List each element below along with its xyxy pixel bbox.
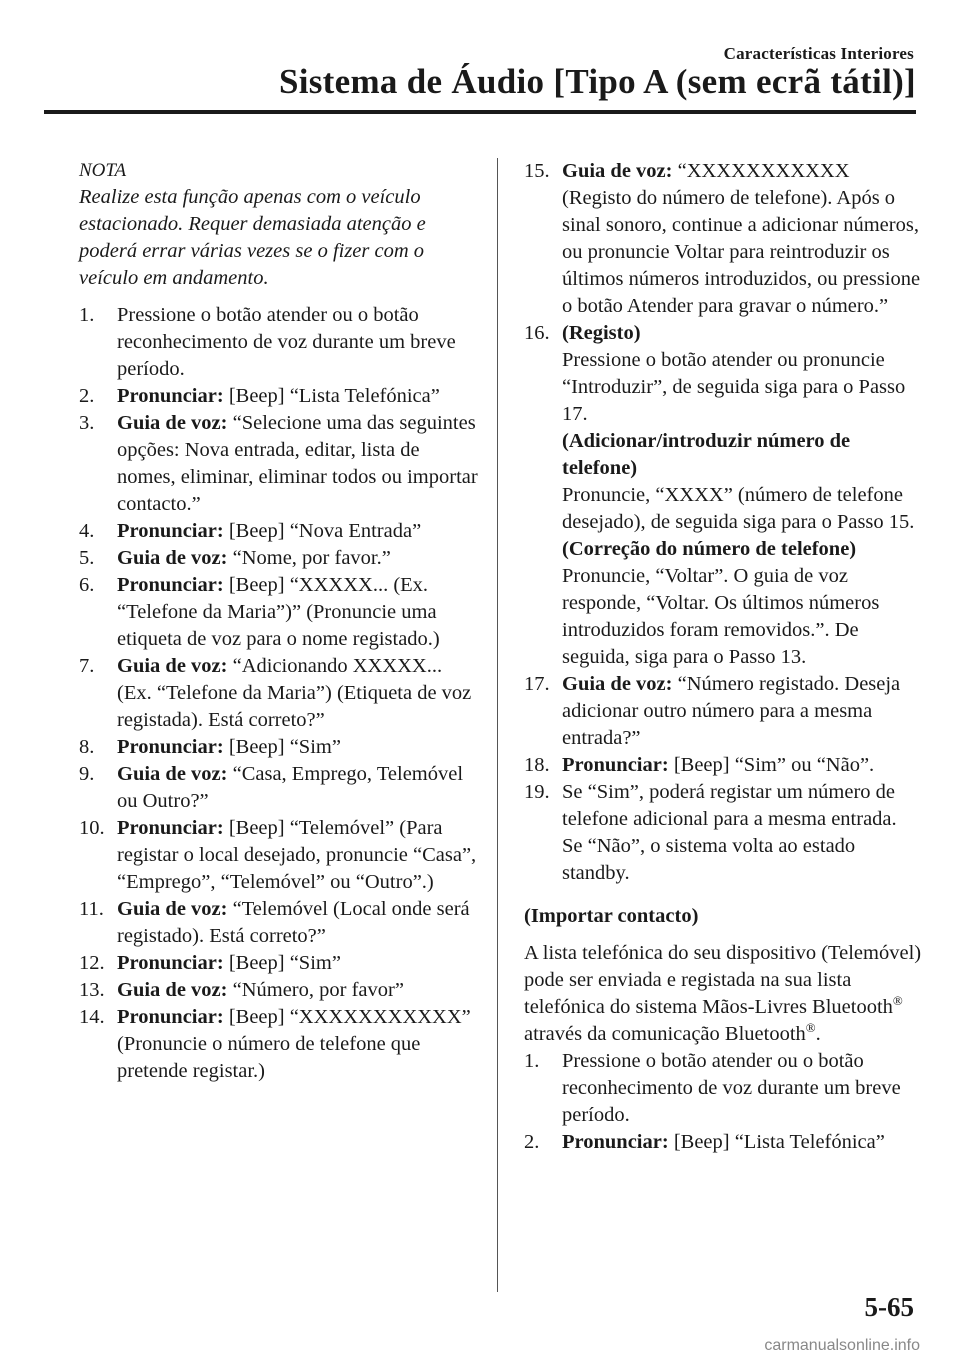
- step-number: 3.: [79, 412, 95, 434]
- step-number: 6.: [79, 574, 95, 596]
- step-text: “Selecione uma das seguintes opções: Nova entrada, editar, lista de nomes, eliminar, eliminar todos ou importar contacto.”: [117, 412, 478, 515]
- step-number: 9.: [79, 763, 95, 785]
- step-label: Pronunciar:: [117, 952, 224, 974]
- step-number: 7.: [79, 655, 95, 677]
- step-text: Pressione o botão atender ou o botão reconhecimento de voz durante um breve período.: [117, 304, 456, 380]
- step-number: 2.: [524, 1131, 540, 1153]
- step-17: [524, 671, 924, 752]
- step-text: [Beep] “Telemóvel” (Para registar o local desejado, pronuncie “Casa”, “Emprego”, “Telemóvel” ou “Outro”.): [117, 817, 477, 893]
- step-number: 13.: [79, 979, 105, 1001]
- sub-title-registo: (Registo): [562, 322, 641, 344]
- step-text: [Beep] “Sim”: [223, 952, 341, 974]
- step-item: [79, 572, 479, 653]
- step-text: [Beep] “Lista Telefónica”: [668, 1131, 885, 1153]
- step-label: Pronunciar:: [117, 520, 224, 542]
- step-item: [79, 383, 479, 410]
- step-number: 17.: [524, 673, 550, 695]
- left-column: [79, 158, 479, 1085]
- step-item: [79, 302, 479, 383]
- step-number: 19.: [524, 781, 550, 803]
- step-label: Pronunciar:: [562, 1131, 669, 1153]
- step-label: Guia de voz:: [117, 898, 228, 920]
- step-text: [Beep] “XXXXXXXXXXX” (Pronuncie o número de telefone que pretende registar.): [117, 1006, 471, 1082]
- column-divider: [497, 158, 498, 1292]
- step-text: “Casa, Emprego, Telemóvel ou Outro?”: [117, 763, 464, 812]
- step-label: Guia de voz:: [117, 412, 228, 434]
- header-rule: [44, 110, 916, 114]
- step-number: 15.: [524, 160, 550, 182]
- step-15: [524, 158, 924, 320]
- sub-text-registo: Pressione o botão atender ou pronuncie “Introduzir”, de seguida siga para o Passo 17.: [562, 349, 906, 425]
- registered-mark: ®: [892, 993, 903, 1009]
- step-text: “XXXXXXXXXXX (Registo do número de telefone). Após o sinal sonoro, continue a adicionar números, ou pronuncie Voltar para reintroduzir os últimos números introduzidos, ou pressione o botão Atender para gravar o número.”: [562, 160, 921, 317]
- step-19: [524, 779, 924, 887]
- note-title: NOTA: [79, 160, 127, 181]
- page-number: 5-65: [864, 1292, 914, 1322]
- import-text: A lista telefónica do seu dispositivo (Telemóvel) pode ser enviada e registada na sua lista telefónica do sistema Mãos-Livres Bluetooth: [524, 942, 922, 1018]
- registered-mark: ®: [805, 1020, 816, 1036]
- left-step-list: [79, 302, 479, 1085]
- step-item: [79, 761, 479, 815]
- step-number: 1.: [524, 1050, 540, 1072]
- step-item: [79, 977, 479, 1004]
- step-text: [Beep] “Sim”: [223, 736, 341, 758]
- step-item: [79, 896, 479, 950]
- step-text: “Nome, por favor.”: [227, 547, 391, 569]
- step-text: “Número registado. Deseja adicionar outro número para a mesma entrada?”: [562, 673, 901, 749]
- import-text: através da comunicação Bluetooth: [524, 1023, 806, 1045]
- sub-title-correcao: (Correção do número de telefone): [562, 538, 857, 560]
- step-text: “Número, por favor”: [227, 979, 404, 1001]
- page-title: Sistema de Áudio [Tipo A (sem ecrã tátil)]: [278, 62, 916, 101]
- step-label: Guia de voz:: [562, 673, 673, 695]
- step-number: 10.: [79, 817, 105, 839]
- note-text: Realize esta função apenas com o veículo estacionado. Requer demasiada atenção e poderá errar várias vezes se o fizer com o veículo em andamento.: [79, 186, 426, 289]
- step-text: “Telemóvel (Local onde será registado). Está correto?”: [117, 898, 470, 947]
- step-number: 18.: [524, 754, 550, 776]
- step-text: [Beep] “Lista Telefónica”: [223, 385, 440, 407]
- right-column: [524, 158, 924, 1156]
- step-item: [79, 410, 479, 518]
- step-item: [79, 545, 479, 572]
- step-number: 12.: [79, 952, 105, 974]
- step-number: 5.: [79, 547, 95, 569]
- section-label: Características Interiores: [723, 44, 914, 63]
- step-label: Pronunciar:: [117, 817, 224, 839]
- step-label: Guia de voz:: [117, 655, 228, 677]
- step-number: 11.: [79, 898, 104, 920]
- step-item: [79, 518, 479, 545]
- step-text: [Beep] “Nova Entrada”: [223, 520, 422, 542]
- step-number: 8.: [79, 736, 95, 758]
- step-label: Guia de voz:: [117, 547, 228, 569]
- step-label: Pronunciar:: [117, 385, 224, 407]
- sub-title-adicionar: (Adicionar/introduzir número de telefone): [562, 430, 851, 479]
- step-text: Se “Não”, o sistema volta ao estado standby.: [562, 835, 856, 884]
- step-number: 16.: [524, 322, 550, 344]
- step-number: 1.: [79, 304, 95, 326]
- import-text: .: [815, 1023, 821, 1045]
- step-number: 2.: [79, 385, 95, 407]
- step-label: Pronunciar:: [117, 1006, 224, 1028]
- step-label: Pronunciar:: [117, 736, 224, 758]
- step-18: [524, 752, 924, 779]
- import-step-1: [524, 1048, 924, 1129]
- step-number: 14.: [79, 1006, 105, 1028]
- step-number: 4.: [79, 520, 95, 542]
- step-label: Pronunciar:: [117, 574, 224, 596]
- import-heading: (Importar contacto): [524, 905, 699, 927]
- step-item: [79, 653, 479, 734]
- step-item: [79, 734, 479, 761]
- step-label: Guia de voz:: [562, 160, 673, 182]
- step-item: [79, 1004, 479, 1085]
- step-text: Pressione o botão atender ou o botão reconhecimento de voz durante um breve período.: [562, 1050, 901, 1126]
- sub-text-correcao: Pronuncie, “Voltar”. O guia de voz responde, “Voltar. Os últimos números introduzidos foram removidos.”. De seguida, siga para o Passo 13.: [562, 565, 880, 668]
- import-paragraph: [524, 940, 924, 1048]
- step-16: [524, 320, 924, 671]
- watermark: carmanualsonline.info: [764, 1337, 920, 1354]
- step-item: [79, 950, 479, 977]
- step-label: Guia de voz:: [117, 763, 228, 785]
- sub-text-adicionar: Pronuncie, “XXXX” (número de telefone desejado), de seguida siga para o Passo 15.: [562, 484, 915, 533]
- step-label: Pronunciar:: [562, 754, 669, 776]
- step-text: [Beep] “Sim” ou “Não”.: [668, 754, 875, 776]
- step-text: “Adicionando XXXXX... (Ex. “Telefone da Maria”) (Etiqueta de voz registada). Está correto?”: [117, 655, 472, 731]
- step-item: [79, 815, 479, 896]
- step-text: [Beep] “XXXXX... (Ex. “Telefone da Maria”)” (Pronuncie uma etiqueta de voz para o nome registado.): [117, 574, 440, 650]
- import-step-2: [524, 1129, 924, 1156]
- step-label: Guia de voz:: [117, 979, 228, 1001]
- step-text: Se “Sim”, poderá registar um número de telefone adicional para a mesma entrada.: [562, 781, 897, 830]
